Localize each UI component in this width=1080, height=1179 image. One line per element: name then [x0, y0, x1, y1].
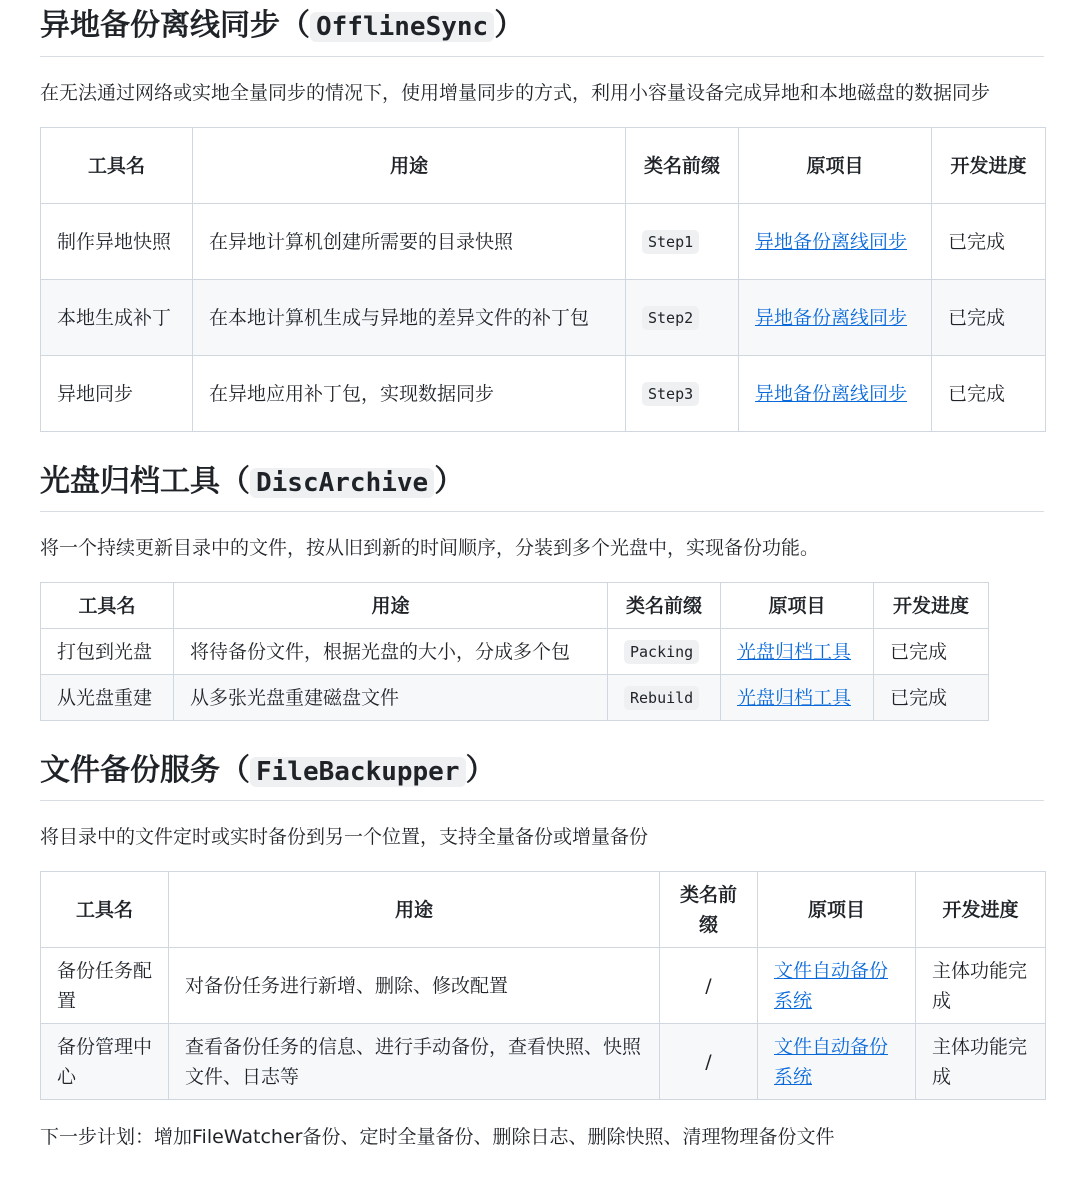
header-purpose: 用途: [174, 583, 608, 629]
table-row: [41, 948, 1046, 1024]
project-link[interactable]: 异地备份离线同步: [755, 306, 908, 329]
class-prefix: Packing: [624, 640, 699, 664]
table-header-row: [41, 583, 989, 629]
table-row: [41, 1024, 1046, 1100]
table-offlinesync: [40, 127, 1046, 432]
project-link[interactable]: 异地备份离线同步: [755, 382, 908, 405]
class-prefix: /: [660, 948, 758, 1024]
tool-purpose: 查看备份任务的信息、进行手动备份，查看快照、快照文件、日志等: [169, 1024, 660, 1100]
table-filebackupper: [40, 871, 1046, 1100]
tool-name: 制作异地快照: [41, 204, 193, 280]
table-row: [41, 280, 1046, 356]
header-purpose: 用途: [169, 872, 660, 948]
section-code: FileBackupper: [250, 757, 466, 787]
dev-status: 已完成: [932, 280, 1046, 356]
header-tool: 工具名: [41, 583, 174, 629]
header-project: 原项目: [721, 583, 874, 629]
tool-name: 本地生成补丁: [41, 280, 193, 356]
section-code: OfflineSync: [310, 12, 494, 42]
class-prefix: /: [660, 1024, 758, 1100]
header-prefix: 类名前缀: [626, 128, 739, 204]
dev-status: 已完成: [874, 675, 989, 721]
dev-status: 主体功能完成: [916, 948, 1046, 1024]
tool-purpose: 在异地计算机创建所需要的目录快照: [193, 204, 626, 280]
divider: [40, 800, 1044, 801]
section-title-offlinesync: 异地备份离线同步（ OfflineSync ）: [40, 8, 525, 43]
dev-status: 已完成: [932, 204, 1046, 280]
class-prefix: Step2: [642, 306, 699, 330]
project-link[interactable]: 异地备份离线同步: [755, 230, 908, 253]
header-prefix: 类名前缀: [660, 872, 758, 948]
table-row: [41, 675, 989, 721]
table-discarchive: [40, 582, 989, 721]
header-project: 原项目: [758, 872, 916, 948]
tool-name: 异地同步: [41, 356, 193, 432]
table-row: [41, 356, 1046, 432]
section-description: 将一个持续更新目录中的文件，按从旧到新的时间顺序，分装到多个光盘中，实现备份功能。: [40, 537, 820, 559]
section-title-filebackupper: 文件备份服务（ FileBackupper ）: [40, 753, 496, 788]
table-row: [41, 629, 989, 675]
tool-name: 备份任务配置: [41, 948, 169, 1024]
tool-purpose: 在本地计算机生成与异地的差异文件的补丁包: [193, 280, 626, 356]
dev-status: 已完成: [874, 629, 989, 675]
tool-name: 打包到光盘: [41, 629, 174, 675]
tool-purpose: 将待备份文件，根据光盘的大小，分成多个包: [174, 629, 608, 675]
header-status: 开发进度: [932, 128, 1046, 204]
section-title-discarchive: 光盘归档工具（ DiscArchive ）: [40, 464, 465, 499]
header-status: 开发进度: [916, 872, 1046, 948]
table-header-row: [41, 872, 1046, 948]
project-link[interactable]: 光盘归档工具: [737, 686, 852, 709]
section-description: 在无法通过网络或实地全量同步的情况下，使用增量同步的方式，利用小容量设备完成异地和本地磁盘的数据同步: [40, 82, 991, 104]
dev-status: 已完成: [932, 356, 1046, 432]
header-project: 原项目: [739, 128, 932, 204]
header-prefix: 类名前缀: [608, 583, 721, 629]
header-tool: 工具名: [41, 128, 193, 204]
class-prefix: Step1: [642, 230, 699, 254]
dev-status: 主体功能完成: [916, 1024, 1046, 1100]
project-link[interactable]: 文件自动备份系统: [774, 1035, 889, 1088]
table-header-row: [41, 128, 1046, 204]
next-steps-note: 下一步计划：增加FileWatcher备份、定时全量备份、删除日志、删除快照、清理物理备份文件: [40, 1126, 835, 1148]
class-prefix: Rebuild: [624, 686, 699, 710]
tool-name: 从光盘重建: [41, 675, 174, 721]
tool-purpose: 从多张光盘重建磁盘文件: [174, 675, 608, 721]
section-code: DiscArchive: [250, 468, 434, 498]
divider: [40, 511, 1044, 512]
divider: [40, 56, 1044, 57]
tool-purpose: 对备份任务进行新增、删除、修改配置: [169, 948, 660, 1024]
table-row: [41, 204, 1046, 280]
project-link[interactable]: 光盘归档工具: [737, 640, 852, 663]
header-status: 开发进度: [874, 583, 989, 629]
section-description: 将目录中的文件定时或实时备份到另一个位置，支持全量备份或增量备份: [40, 826, 649, 848]
tool-purpose: 在异地应用补丁包，实现数据同步: [193, 356, 626, 432]
header-tool: 工具名: [41, 872, 169, 948]
tool-name: 备份管理中心: [41, 1024, 169, 1100]
class-prefix: Step3: [642, 382, 699, 406]
project-link[interactable]: 文件自动备份系统: [774, 959, 889, 1012]
header-purpose: 用途: [193, 128, 626, 204]
